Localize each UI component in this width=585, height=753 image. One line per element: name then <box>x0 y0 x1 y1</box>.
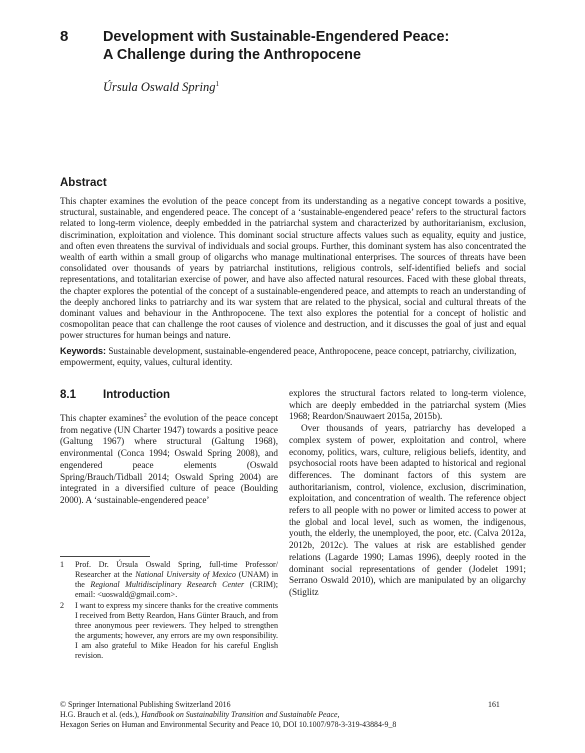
footnote-1 <box>60 560 278 600</box>
author-text: Úrsula Oswald Spring <box>103 80 216 95</box>
chapter-number: 8 <box>60 28 69 45</box>
keywords-label: Keywords: <box>60 346 107 356</box>
left-column-text <box>60 411 278 507</box>
copyright-line: © Springer International Publishing Switzerland 2016 <box>60 700 231 709</box>
page-footer <box>60 700 526 730</box>
footnote-1-italic-a: National University of Mexico <box>135 570 236 579</box>
keywords-text: Sustainable development, sustainable-engendered peace, Anthropocene, peace concept, patriarchy, civilization, empowerment, equity, values, cultural identity. <box>60 346 517 368</box>
footnote-1-text-a: Prof. Dr. Úrsula Oswald Spring, full-time Professor/ Researcher at the <box>75 560 278 579</box>
paragraph: Over thousands of years, patriarchy has developed a complex system of power, exploitation and control, where economy, politics, wars, culture, religious beliefs, identity, and psychosocial roots have been adapted to historical and regional differences. The dominant factors of this system are authoritarianism, control, violence, exclusion, discrimination, exploitation, and concentration of wealth. The reference object refers to all people with no power or limited access to power at the global and local level, such as women, the indigenous, youth, the elderly, the unemployed, the poor, etc. (Calva 2012a, 2012b, 2012c). The values at risk are established gender relations (Lagarde 1990; Lamas 1996), deeply rooted in the dominant social representations of gender (Jodelet 1991; Serrano Oswald 2010), which are manipulated by an oligarchy (Stiglitz <box>289 423 526 597</box>
citation-text: H.G. Brauch et al. (eds.), <box>60 710 142 719</box>
footnote-1-italic-b: Regional Multidisciplinary Research Center <box>90 580 245 589</box>
intro-text-start: This chapter examines <box>60 413 144 424</box>
abstract-text: This chapter examines the evolution of the peace concept from its understanding as a negative concept towards a positive, structural, sustainable, and engendered peace. The concept of a ‘sustainable-engendered peace’ refers to the structural factors related to long-term violence, deeply embedded in the patriarchal system and characterized by authoritarianism, exclusion, discrimination, exploitation and violence. This dominant social structure affects values such as equality, equity and justice, and often even threatens the survival of individuals and social groups. Further, this dominant system has also concentrated the wealth of earth within a small group of oligarchs who manage multinational enterprises. The sources of threats have been consolidated over thousands of years by patriarchal institutions, religious controls, self-identified beliefs and social representations, and totalitarian exercise of power, and have also affected natural resources. Faced with these global threats, the chapter explores the potential of the concept of a sustainable-engendered peace, and attempts to reach an understanding of the deeply anchored links to patriarchy and its war system that are related to the physical, social and cultural threats of the dominant values and behaviour in the Anthropocene. The text also explores the potential for a concept of holistic and cosmopolitan peace that can challenge the root causes of violence and destruction, and it discusses the goal of just and equal power structures for human beings and nature. <box>60 196 526 341</box>
paragraph: explores the structural factors related to long-term violence, which are deeply embedded in the patriarchal system (Mies 1968; Reardon/Snauwaert 2015a, 2015b). <box>289 388 526 422</box>
right-column-text <box>289 388 526 599</box>
page-number: 161 <box>488 700 500 709</box>
citation-book-title: Handbook on Sustainability Transition and Sustainable Peace, <box>141 710 340 719</box>
footnote-1-text-c: (CRIM); email: <uoswald@gmail.com>. <box>75 580 278 599</box>
author-note-ref: 1 <box>215 80 220 88</box>
footnotes <box>60 560 278 662</box>
footnote-number: 2 <box>60 601 65 610</box>
footnote-number: 1 <box>60 560 65 569</box>
footnote-text <box>75 560 278 600</box>
intro-text-rest: the evolution of the peace concept from negative (UN Charter 1947) towards a positive peace (Galtung 1967) where structural (Galtung 1968), environmental (Conca 1994; Oswald Spring 2008), and engendered peace elements (Oswald Spring/Brauch/Tidball 2014; Oswald Spring 2004) are integrated in a diversified culture of peace (Boulding 2000). A ‘sustainable-engendered peace’ <box>60 413 279 505</box>
keywords <box>60 346 526 368</box>
citation-line <box>60 710 526 720</box>
footnote-2 <box>60 601 278 661</box>
footnote-1-text-b: (UNAM) in the <box>75 570 278 589</box>
footnote-ref-2: 2 <box>143 413 147 419</box>
author-name <box>103 80 219 95</box>
footnote-divider <box>60 556 150 557</box>
series-line: Hexagon Series on Human and Environmental Security and Peace 10, DOI 10.1007/978-3-319-43884-9_8 <box>60 720 397 729</box>
section-number: 8.1 <box>60 389 76 401</box>
abstract-heading: Abstract <box>60 177 107 189</box>
footnote-text: I want to express my sincere thanks for the creative comments I received from Betty Reardon, Hans Günter Brauch, and from three anonymous peer reviewers. They helped to strengthen the arguments; however, any errors are my own responsibility. I am also grateful to Mike Headon for his careful English revision. <box>75 601 278 660</box>
chapter-title-line-2: A Challenge during the Anthropocene <box>103 47 361 63</box>
section-title: Introduction <box>103 389 171 401</box>
chapter-title <box>103 28 523 64</box>
chapter-title-line-1: Development with Sustainable-Engendered Peace: <box>103 29 450 45</box>
